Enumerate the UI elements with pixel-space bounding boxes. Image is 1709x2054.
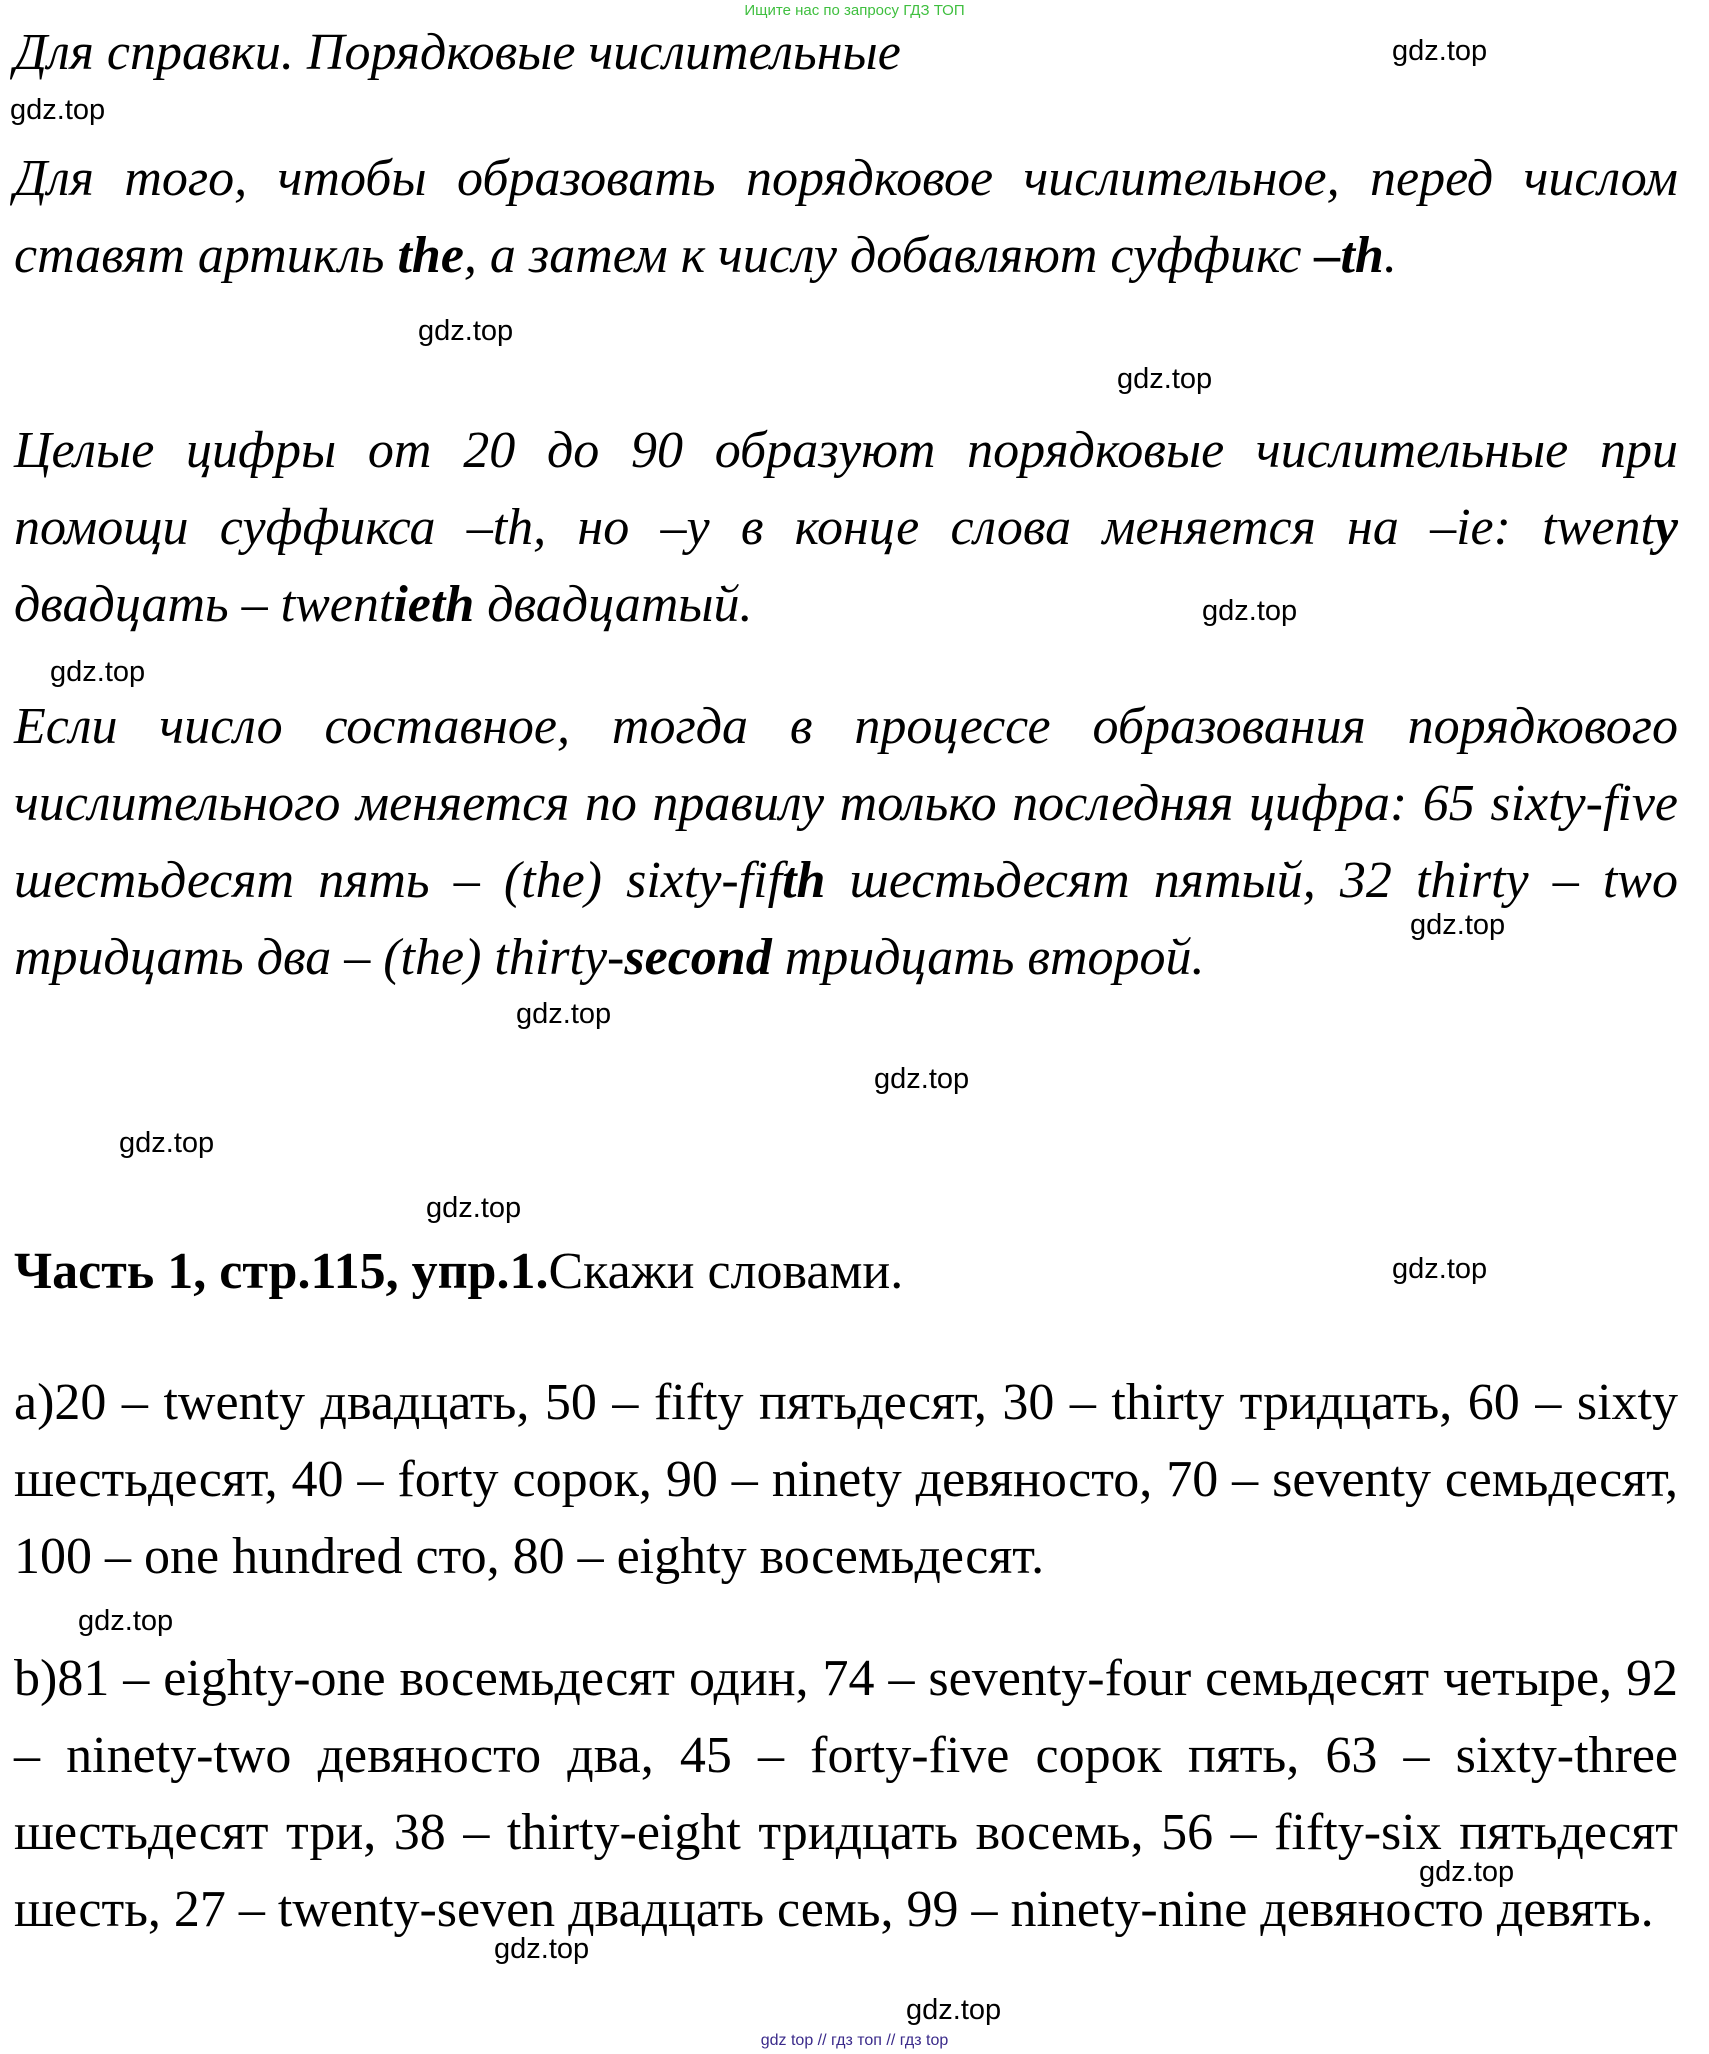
footer-link-1[interactable]: gdz top	[760, 2032, 814, 2049]
watermark: gdz.top	[78, 1605, 174, 1637]
reference-title-text: Для справки. Порядковые числительные	[14, 24, 901, 81]
watermark: gdz.top	[874, 1063, 970, 1095]
p2-text-f: двадцатый.	[474, 576, 753, 633]
exercise-heading-rest: Скажи словами.	[548, 1243, 904, 1300]
p2-text-d: двадцать – twent	[14, 576, 394, 633]
p2-bold-ieth: ieth	[393, 576, 475, 633]
p2-text-a: Целые цифры от 20 до 90 образуют порядковые числительные при помощи суффикса –th, но –y в конце слова меняется на –ie:	[14, 422, 1678, 556]
watermark: gdz.top	[1419, 1856, 1515, 1888]
watermark: gdz.top	[1392, 1253, 1488, 1285]
watermark: gdz.top	[516, 998, 612, 1030]
watermark: gdz.top	[10, 94, 106, 126]
p3-bold-second: second	[624, 929, 772, 986]
answer-a	[14, 1364, 1678, 1595]
reference-paragraph-3	[14, 688, 1678, 996]
p2-bold-y: y	[1654, 499, 1678, 556]
footer-link-2[interactable]: гдз топ	[831, 2032, 882, 2049]
watermark: gdz.top	[50, 656, 146, 688]
p1-article-the: the	[397, 227, 464, 284]
footer-separator: //	[817, 2032, 827, 2049]
footer-link-3[interactable]: гдз top	[899, 2032, 949, 2049]
p2-text-b: twent	[1542, 499, 1655, 556]
p3-text-c: шестьдесят пятый, 32 thirty – two тридцать два – (the) thirty-	[14, 852, 1678, 986]
exercise-heading	[14, 1237, 1414, 1307]
watermark: gdz.top	[119, 1127, 215, 1159]
answer-a-text: a)20 – twenty двадцать, 50 – fifty пятьдесят, 30 – thirty тридцать, 60 – sixty шестьдесят, 40 – forty сорок, 90 – ninety девяносто, 70 – seventy семьдесят, 100 – one hundred сто, 80 – eighty восемьдесят.	[14, 1374, 1678, 1585]
p1-text-a: Для того, чтобы образовать порядковое числительное, перед числом ставят артикль	[14, 150, 1678, 284]
watermark: gdz.top	[906, 1994, 1002, 2026]
p1-suffix-th: –th	[1314, 227, 1384, 284]
watermark: gdz.top	[418, 315, 514, 347]
watermark: gdz.top	[1202, 595, 1298, 627]
footer-links	[0, 2032, 1709, 2050]
reference-paragraph-2	[14, 412, 1678, 643]
footer-separator: //	[886, 2032, 896, 2049]
watermark: gdz.top	[1117, 363, 1213, 395]
answer-b	[14, 1640, 1678, 1948]
p1-text-c: , а затем к числу добавляют суффикс	[463, 227, 1315, 284]
watermark: gdz.top	[1410, 909, 1506, 941]
answer-b-text: b)81 – eighty-one восемьдесят один, 74 – seventy-four семьдесят четыре, 92 – ninety-two девяносто два, 45 – forty-five сорок пять, 63 – sixty-three шестьдесят три, 38 – thirty-eight тридцать восемь, 56 – fifty-six пятьдесят шесть, 27 – twenty-seven двадцать семь, 99 – ninety-nine девяносто девять.	[14, 1650, 1678, 1938]
p1-text-e: .	[1383, 227, 1397, 284]
watermark: gdz.top	[426, 1192, 522, 1224]
search-hint-link[interactable]: Ищите нас по запросу ГДЗ ТОП	[744, 2, 965, 19]
watermark: gdz.top	[1392, 35, 1488, 67]
reference-paragraph-1	[14, 140, 1678, 294]
watermark: gdz.top	[494, 1933, 590, 1965]
p3-text-e: тридцать второй.	[771, 929, 1205, 986]
p3-text-a: Если число составное, тогда в процессе образования порядкового числительного меняется по правилу только последняя цифра: 65 sixty-five шестьдесят пять – (the) sixty-fif	[14, 698, 1678, 909]
p3-bold-th: th	[782, 852, 826, 909]
exercise-heading-bold: Часть 1, стр.115, упр.1.	[14, 1243, 549, 1300]
